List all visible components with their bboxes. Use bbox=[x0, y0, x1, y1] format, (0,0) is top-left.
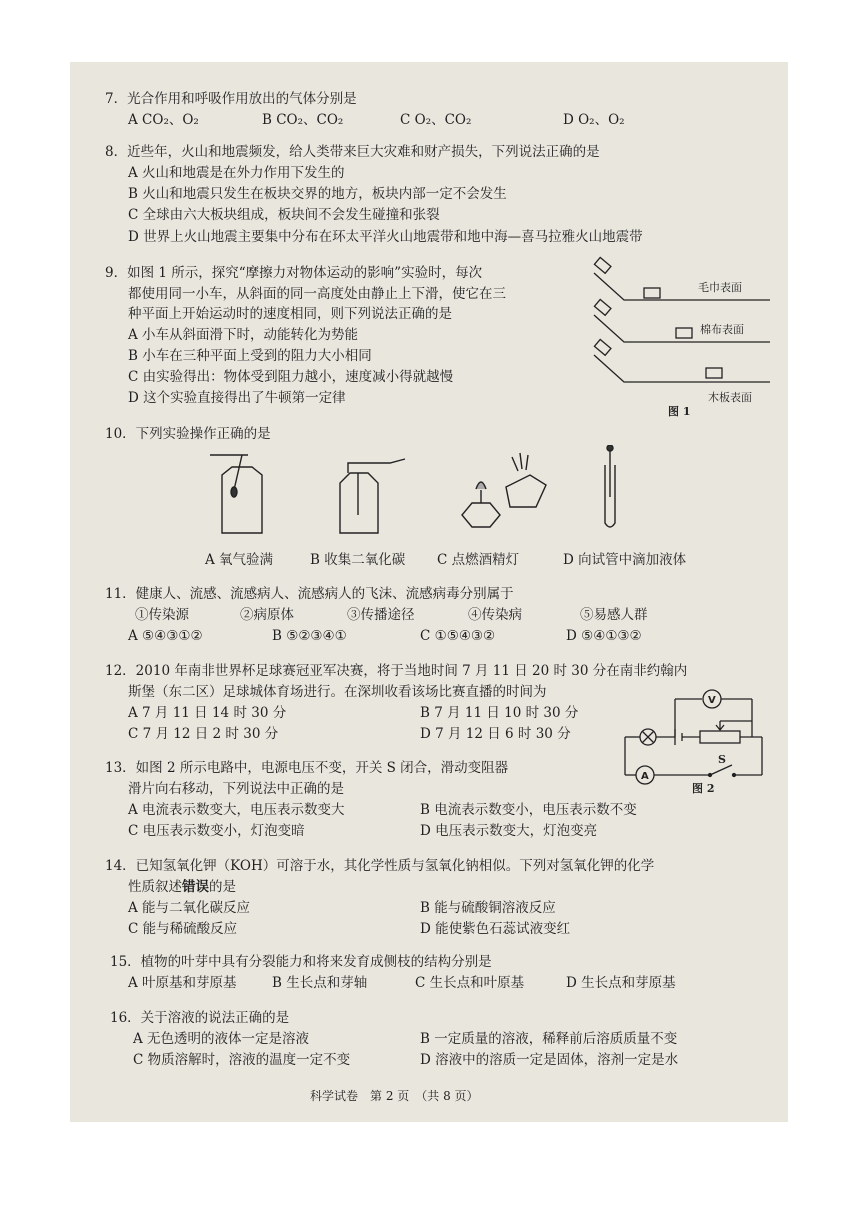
q12-option-c: C 7 月 12 日 2 时 30 分 bbox=[128, 726, 279, 742]
q11-option-c: C ①⑤④③② bbox=[420, 628, 496, 644]
q13-option-d: D 电压表示数变大，灯泡变亮 bbox=[420, 823, 598, 839]
q10-option-a: A 氧气验满 bbox=[205, 552, 274, 568]
q14-stem-emphasis: 错误 bbox=[182, 879, 209, 895]
q7-stem: 7．光合作用和呼吸作用放出的气体分别是 bbox=[105, 91, 357, 107]
page-footer: 科学试卷 第 2 页 （共 8 页） bbox=[310, 1089, 479, 1103]
q8-stem: 8．近些年，火山和地震频发，给人类带来巨大灾难和财产损失，下列说法正确的是 bbox=[105, 144, 600, 160]
q7-option-b: B CO₂、CO₂ bbox=[262, 112, 344, 128]
voltmeter-label: V bbox=[708, 695, 716, 706]
q11-item-4: ④传染病 bbox=[468, 607, 522, 623]
q14-stem-line-2-pre: 性质叙述 bbox=[128, 879, 182, 895]
q14-option-a: A 能与二氧化碳反应 bbox=[128, 900, 251, 916]
q14-option-c: C 能与稀硫酸反应 bbox=[128, 921, 238, 937]
q9-option-a: A 小车从斜面滑下时，动能转化为势能 bbox=[128, 327, 359, 343]
figure-q10-apparatus bbox=[200, 445, 625, 545]
q14-stem-line-2-post: 的是 bbox=[209, 879, 236, 895]
q10-option-b: B 收集二氧化碳 bbox=[310, 552, 406, 568]
q13-option-b: B 电流表示数变小，电压表示数不变 bbox=[420, 802, 637, 818]
q8-option-d: D 世界上火山地震主要集中分布在环太平洋火山地震带和地中海—喜马拉雅火山地震带 bbox=[128, 229, 643, 245]
q15-option-c: C 生长点和叶原基 bbox=[415, 975, 525, 991]
q11-item-1: ①传染源 bbox=[135, 607, 189, 623]
q11-option-d: D ⑤④①③② bbox=[566, 628, 642, 644]
q7-option-a: A CO₂、O₂ bbox=[128, 112, 199, 128]
q12-option-b: B 7 月 11 日 10 时 30 分 bbox=[420, 705, 579, 721]
q13-option-c: C 电压表示数变小，灯泡变暗 bbox=[128, 823, 305, 839]
surface-label-wood: 木板表面 bbox=[708, 391, 752, 404]
q14-option-d: D 能使紫色石蕊试液变红 bbox=[420, 921, 571, 937]
q10-option-c: C 点燃酒精灯 bbox=[437, 552, 520, 568]
ammeter-label: A bbox=[641, 771, 649, 782]
q9-stem-line-2: 都使用同一小车，从斜面的同一高度处由静止上下滑，使它在三 bbox=[128, 286, 506, 302]
surface-label-cotton: 棉布表面 bbox=[700, 323, 744, 336]
q10-option-d: D 向试管中滴加液体 bbox=[563, 552, 687, 568]
q15-option-a: A 叶原基和芽原基 bbox=[128, 975, 237, 991]
q16-stem: 16．关于溶液的说法正确的是 bbox=[110, 1010, 290, 1026]
q14-stem-line-1: 14．已知氢氧化钾（KOH）可溶于水，其化学性质与氢氧化钠相似。下列对氢氧化钾的化学 bbox=[105, 858, 655, 874]
q15-option-d: D 生长点和芽原基 bbox=[566, 975, 676, 991]
q15-stem: 15．植物的叶芽中具有分裂能力和将来发育成侧枝的结构分别是 bbox=[110, 954, 492, 970]
q7-option-d: D O₂、O₂ bbox=[563, 112, 625, 128]
q8-option-b: B 火山和地震只发生在板块交界的地方，板块内部一定不会发生 bbox=[128, 186, 507, 202]
q8-option-a: A 火山和地震是在外力作用下发生的 bbox=[128, 165, 345, 181]
q14-stem-line-2 bbox=[128, 878, 236, 896]
q10-stem: 10．下列实验操作正确的是 bbox=[105, 426, 271, 442]
q12-stem-line-1: 12．2010 年南非世界杯足球赛冠亚军决赛，将于当地时间 7 月 11 日 20 时 30 分在南非约翰内 bbox=[105, 663, 688, 679]
figure-2-circuit bbox=[620, 685, 768, 795]
q11-option-a: A ⑤④③①② bbox=[128, 628, 203, 644]
q9-stem-line-3: 种平面上开始运动时的速度相同，则下列说法正确的是 bbox=[128, 306, 452, 322]
q11-item-3: ③传播途径 bbox=[347, 607, 415, 623]
q11-option-b: B ⑤②③④① bbox=[272, 628, 347, 644]
q16-option-d: D 溶液中的溶质一定是固体，溶剂一定是水 bbox=[420, 1052, 679, 1068]
q12-option-d: D 7 月 12 日 6 时 30 分 bbox=[420, 726, 571, 742]
q11-item-5: ⑤易感人群 bbox=[580, 607, 648, 623]
q14-option-b: B 能与硫酸铜溶液反应 bbox=[420, 900, 556, 916]
q9-option-d: D 这个实验直接得出了牛顿第一定律 bbox=[128, 390, 346, 406]
q15-option-b: B 生长点和芽轴 bbox=[272, 975, 368, 991]
q9-option-b: B 小车在三种平面上受到的阻力大小相同 bbox=[128, 348, 372, 364]
q9-option-c: C 由实验得出：物体受到阻力越小，速度减小得就越慢 bbox=[128, 369, 454, 385]
q7-option-c: C O₂、CO₂ bbox=[400, 112, 472, 128]
figure-2-caption: 图 2 bbox=[692, 782, 715, 795]
q16-option-c: C 物质溶解时，溶液的温度一定不变 bbox=[133, 1052, 351, 1068]
q12-stem-line-2: 斯堡（东二区）足球城体育场进行。在深圳收看该场比赛直播的时间为 bbox=[128, 684, 547, 700]
q9-stem-line-1: 9．如图 1 所示，探究“摩擦力对物体运动的影响”实验时，每次 bbox=[105, 265, 483, 281]
q11-stem: 11．健康人、流感、流感病人、流感病人的飞沫、流感病毒分别属于 bbox=[105, 586, 514, 602]
q8-option-c: C 全球由六大板块组成，板块间不会发生碰撞和张裂 bbox=[128, 207, 440, 223]
switch-label: S bbox=[718, 753, 726, 766]
figure-1-inclines bbox=[588, 255, 773, 430]
q16-option-b: B 一定质量的溶液，稀释前后溶质质量不变 bbox=[420, 1031, 678, 1047]
q13-stem-line-1: 13．如图 2 所示电路中，电源电压不变，开关 S 闭合，滑动变阻器 bbox=[105, 760, 509, 776]
q13-stem-line-2: 滑片向右移动，下列说法中正确的是 bbox=[128, 781, 344, 797]
figure-1-caption: 图 1 bbox=[668, 405, 691, 418]
q11-item-2: ②病原体 bbox=[240, 607, 294, 623]
q12-option-a: A 7 月 11 日 14 时 30 分 bbox=[128, 705, 287, 721]
surface-label-towel: 毛巾表面 bbox=[698, 281, 742, 294]
q13-option-a: A 电流表示数变大，电压表示数变大 bbox=[128, 802, 345, 818]
q16-option-a: A 无色透明的液体一定是溶液 bbox=[133, 1031, 310, 1047]
